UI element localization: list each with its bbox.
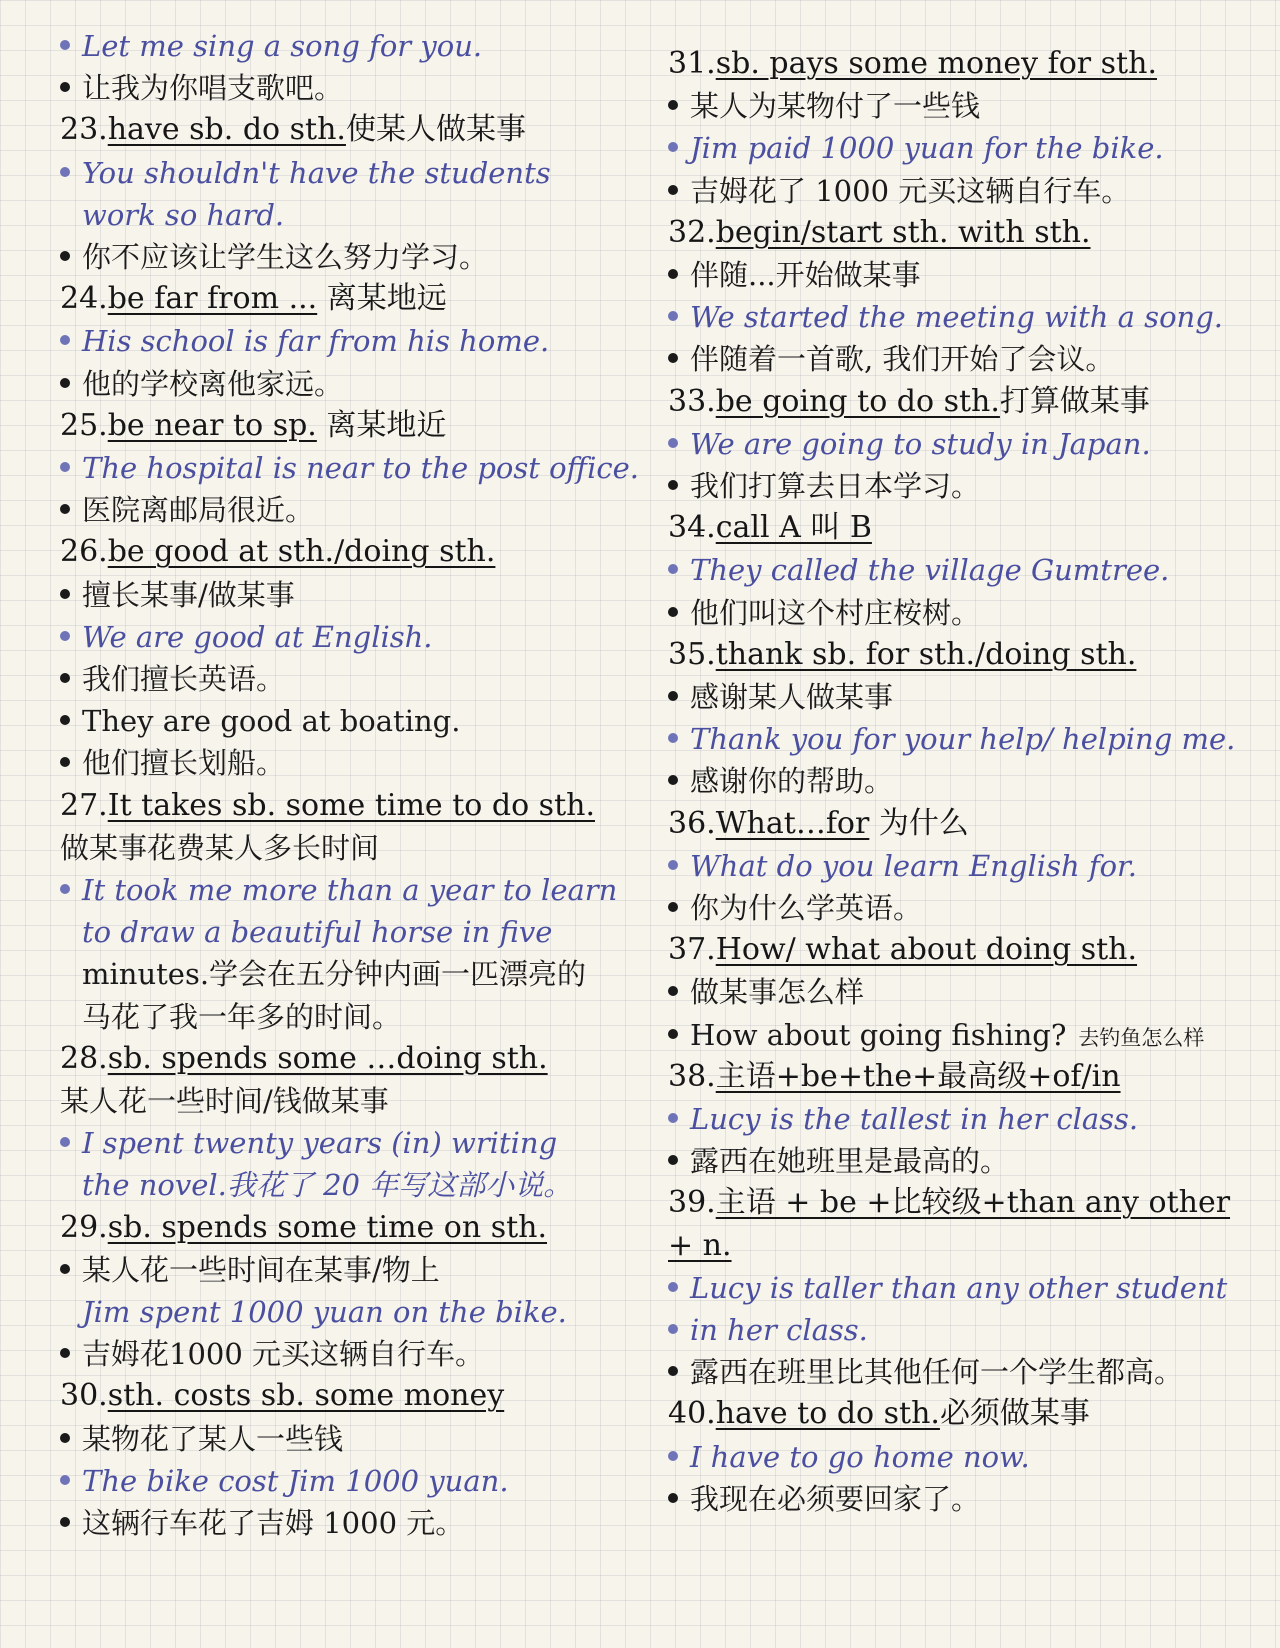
phrase-heading: [60, 279, 447, 319]
line-text: in her class.: [690, 1313, 868, 1347]
line-text: 他们擅长划船。: [82, 746, 286, 781]
chinese-line: [668, 86, 980, 126]
chinese-line: [668, 1479, 980, 1519]
line-text: 伴随...开始做某事: [690, 258, 921, 292]
phrase-text: be good at sth./doing sth.: [107, 534, 496, 570]
phrase-text: have sb. do sth.: [107, 112, 346, 148]
english-example: [60, 195, 284, 235]
bullet-icon: [60, 462, 70, 472]
phrase-text: thank sb. for sth./doing sth.: [715, 636, 1137, 672]
phrase-heading: [668, 804, 969, 844]
english-example: [668, 719, 1235, 759]
bullet-icon: [60, 82, 70, 92]
item-number: 39.: [668, 1185, 716, 1221]
line-text: 医院离邮局很近。: [82, 493, 315, 528]
phrase-text: It takes sb. some time to do sth.: [107, 787, 595, 823]
line-text: to draw a beautiful horse in five: [82, 915, 553, 950]
line-text: His school is far from his home.: [82, 324, 550, 359]
chinese-line: [668, 761, 893, 801]
phrase-text: sb. spends some …doing sth.: [107, 1040, 548, 1076]
line-text: They called the village Gumtree.: [690, 553, 1170, 588]
line-text: work so hard.: [82, 197, 285, 232]
phrase-text: How/ what about doing sth.: [715, 932, 1138, 968]
english-example: [668, 297, 1223, 337]
bullet-icon: [668, 986, 678, 996]
line-text: 你不应该让学生这么努力学习。: [82, 240, 489, 274]
phrase-heading: [60, 110, 526, 150]
chinese-line: [668, 1141, 1009, 1181]
item-number: 37.: [668, 932, 716, 968]
bullet-icon: [668, 1451, 678, 1461]
bullet-icon: [668, 733, 678, 743]
english-example: [668, 1310, 868, 1350]
line-text: 某物花了某人一些钱: [82, 1421, 344, 1456]
english-example: [60, 1292, 567, 1332]
chinese-line: [668, 255, 921, 295]
line-text: It took me more than a year to learn: [82, 873, 618, 907]
chinese-line: [60, 575, 295, 615]
bullet-icon: [668, 142, 678, 152]
phrase-text: 主语 + be +比较级+than any other: [715, 1185, 1231, 1221]
line-text: 我现在必须要回家了。: [690, 1481, 981, 1516]
chinese-line: [60, 997, 401, 1037]
chinese-line: [60, 364, 343, 404]
phrase-meaning: 离某地远: [317, 281, 447, 317]
bullet-icon: [60, 589, 70, 599]
line-text: 感谢你的帮助。: [690, 764, 894, 799]
chinese-line: [668, 593, 980, 633]
bullet-icon: [668, 480, 678, 490]
phrase-heading: [668, 382, 1150, 422]
bullet-icon: [60, 631, 70, 641]
phrase-heading: [60, 406, 446, 446]
line-text: How about going fishing?: [690, 1017, 1067, 1052]
item-number: 26.: [60, 534, 108, 570]
line-text: 我们擅长英语。: [82, 662, 286, 696]
phrase-text: What…for: [715, 805, 870, 841]
item-number: 36.: [668, 805, 716, 841]
phrase-heading: [668, 1394, 1090, 1434]
bullet-icon: [668, 564, 678, 574]
line-text: Lucy is taller than any other student: [690, 1270, 1228, 1305]
line-text: They are good at boating.: [82, 704, 461, 739]
bullet-icon: [60, 1348, 70, 1358]
phrase-heading: [60, 1208, 547, 1248]
english-example: [60, 1123, 557, 1163]
phrase-heading: [668, 635, 1136, 675]
phrase-heading: [668, 1183, 1230, 1223]
phrase-text: be far from ...: [107, 281, 318, 317]
item-number: 27.: [60, 787, 108, 823]
bullet-icon: [668, 691, 678, 701]
line-text: 某人花一些时间在某事/物上: [82, 1252, 440, 1287]
phrase-text: have to do sth.: [715, 1396, 940, 1432]
item-number: 31.: [668, 46, 716, 81]
chinese-line: [668, 339, 1114, 379]
phrase-text: begin/start sth. with sth.: [715, 214, 1091, 250]
phrase-meaning: 使某人做某事: [345, 112, 526, 148]
phrase-text: call A 叫 B: [715, 510, 872, 546]
english-example: [668, 1268, 1227, 1308]
bullet-icon: [668, 353, 678, 363]
item-number: 28.: [60, 1040, 108, 1076]
line-text: Jim paid 1000 yuan for the bike.: [690, 131, 1164, 166]
bullet-icon: [60, 167, 70, 177]
line-text: 马花了我一年多的时间。: [82, 999, 402, 1034]
bullet-icon: [668, 1155, 678, 1165]
line-text: We are going to study in Japan.: [690, 426, 1151, 461]
line-text: Let me sing a song for you.: [82, 29, 483, 63]
english-example: [668, 1099, 1138, 1139]
chinese-line: [60, 237, 488, 277]
english-example: [668, 846, 1137, 886]
bullet-icon: [668, 1366, 678, 1376]
english-example: [60, 1165, 572, 1205]
side-note: 去钓鱼怎么样: [1078, 1025, 1205, 1050]
english-example: [60, 448, 639, 488]
line-text: The bike cost Jim 1000 yuan.: [82, 1463, 509, 1498]
bullet-icon: [60, 1433, 70, 1443]
chinese-line: [60, 743, 285, 783]
phrase-meaning: 打算做某事: [999, 383, 1150, 419]
phrase-heading: [60, 532, 495, 572]
phrase-meaning: 离某地近: [316, 407, 447, 443]
phrase-meaning: 为什么: [869, 805, 969, 841]
bullet-icon: [60, 40, 70, 50]
item-number: 25.: [60, 407, 108, 443]
phrase-heading: [60, 1039, 548, 1079]
chinese-line: [60, 1334, 484, 1374]
phrase-text: be near to sp.: [107, 407, 317, 443]
chinese-line: [60, 1250, 440, 1290]
english-example: [668, 1437, 1030, 1477]
line-text: 让我为你唱支歌吧。: [82, 71, 344, 106]
chinese-line: [60, 490, 314, 530]
chinese-line: [668, 972, 864, 1012]
line-text: 他们叫这个村庄桉树。: [690, 595, 981, 630]
line-text: 吉姆花1000 元买这辆自行车。: [82, 1337, 485, 1372]
bullet-icon: [60, 504, 70, 514]
line-text: 做某事花费某人多长时间: [60, 830, 380, 865]
item-number: 29.: [60, 1209, 108, 1245]
bullet-icon: [668, 1282, 678, 1292]
line-text: I have to go home now.: [690, 1439, 1030, 1474]
phrase-text: 主语+be+the+最高级+of/in: [715, 1058, 1121, 1094]
line-text: 这辆行车花了吉姆 1000 元。: [82, 1506, 465, 1540]
chinese-line: [668, 1015, 1204, 1055]
bullet-icon: [668, 775, 678, 785]
line-text: 某人花一些时间/钱做某事: [60, 1084, 389, 1118]
bullet-icon: [60, 1137, 70, 1147]
bullet-icon: [60, 673, 70, 683]
line-text: 他的学校离他家远。: [82, 366, 344, 401]
item-number: 38.: [668, 1058, 716, 1094]
line-text: 露西在班里比其他任何一个学生都高。: [690, 1355, 1184, 1390]
bullet-icon: [668, 1493, 678, 1503]
line-text: We are good at English.: [82, 619, 433, 654]
line-text: We started the meeting with a song.: [690, 300, 1223, 335]
bullet-icon: [60, 884, 70, 894]
phrase-heading: [668, 44, 1157, 84]
line-text: 擅长某事/做某事: [82, 577, 295, 612]
phrase-heading: [60, 786, 595, 826]
line-text: 吉姆花了 1000 元买这辆自行车。: [690, 173, 1131, 208]
bullet-icon: [60, 1475, 70, 1485]
phrase-meaning: 必须做某事: [939, 1396, 1090, 1432]
line-text: minutes.学会在五分钟内画一匹漂亮的: [82, 957, 587, 992]
bullet-icon: [60, 251, 70, 261]
chinese-line: [668, 677, 893, 717]
item-number: 34.: [668, 510, 716, 546]
phrase-text: be going to do sth.: [715, 383, 1000, 419]
english-example: [60, 1461, 509, 1501]
line-text: the novel.我花了 20 年写这部小说。: [82, 1168, 573, 1203]
line-text: Lucy is the tallest in her class.: [690, 1102, 1139, 1136]
line-text: 你为什么学英语。: [690, 891, 923, 925]
phrase-heading: [668, 930, 1137, 970]
line-text: You shouldn't have the students: [82, 155, 551, 190]
english-example: [60, 912, 552, 952]
chinese-line: [668, 888, 922, 928]
bullet-icon: [668, 311, 678, 321]
chinese-line: [60, 701, 460, 741]
chinese-line: [668, 466, 980, 506]
chinese-line: [668, 171, 1130, 211]
line-text: What do you learn English for.: [690, 848, 1137, 883]
bullet-icon: [668, 607, 678, 617]
chinese-line: [60, 1419, 343, 1459]
line-text: 做某事怎么样: [690, 975, 865, 1010]
line-text: I spent twenty years (in) writing: [82, 1126, 558, 1161]
line-text: Jim spent 1000 yuan on the bike.: [82, 1295, 567, 1329]
phrase-text: sb. pays some money for sth.: [715, 46, 1157, 81]
english-example: [60, 870, 617, 910]
english-example: [668, 424, 1151, 464]
item-number: 23.: [60, 112, 108, 148]
phrase-heading: [668, 213, 1091, 253]
bullet-icon: [60, 1517, 70, 1527]
bullet-icon: [668, 185, 678, 195]
item-number: 24.: [60, 281, 108, 317]
bullet-icon: [668, 1029, 678, 1039]
item-number: 35.: [668, 636, 716, 672]
bullet-icon: [668, 1113, 678, 1123]
english-example: [60, 617, 433, 657]
phrase-heading: [60, 1376, 504, 1416]
line-text: The hospital is near to the post office.: [82, 451, 640, 485]
line-text: 伴随着一首歌, 我们开始了会议。: [690, 342, 1115, 377]
bullet-icon: [60, 335, 70, 345]
bullet-icon: [668, 902, 678, 912]
chinese-meaning: [60, 828, 379, 868]
phrase-heading: [668, 1057, 1121, 1097]
chinese-meaning: [60, 1081, 389, 1121]
phrase-heading: [668, 508, 872, 548]
bullet-icon: [668, 269, 678, 279]
english-example: [668, 128, 1164, 168]
item-number: 30.: [60, 1378, 108, 1414]
bullet-icon: [668, 438, 678, 448]
line-text: 我们打算去日本学习。: [690, 469, 981, 503]
english-example: [60, 153, 551, 193]
bullet-icon: [668, 1324, 678, 1334]
chinese-line: [60, 954, 586, 994]
line-text: 露西在她班里是最高的。: [690, 1144, 1010, 1179]
bullet-icon: [668, 860, 678, 870]
item-number: 32.: [668, 214, 716, 250]
phrase-heading: [668, 1226, 732, 1266]
bullet-icon: [60, 1264, 70, 1274]
item-number: 40.: [668, 1396, 716, 1432]
chinese-line: [60, 659, 285, 699]
phrase-text: + n.: [668, 1227, 732, 1263]
phrase-text: sb. spends some time on sth.: [107, 1209, 548, 1245]
bullet-icon: [60, 757, 70, 767]
line-text: 感谢某人做某事: [690, 680, 894, 714]
bullet-icon: [668, 100, 678, 110]
bullet-icon: [60, 378, 70, 388]
line-text: Thank you for your help/ helping me.: [690, 722, 1236, 757]
chinese-line: [60, 1503, 464, 1543]
english-example: [668, 550, 1169, 590]
line-text: 某人为某物付了一些钱: [690, 89, 981, 124]
english-example: [60, 26, 482, 66]
english-example: [60, 321, 549, 361]
phrase-text: sth. costs sb. some money: [107, 1378, 505, 1414]
chinese-line: [668, 1352, 1183, 1392]
chinese-line: [60, 68, 343, 108]
item-number: 33.: [668, 383, 716, 419]
bullet-icon: [60, 715, 70, 725]
